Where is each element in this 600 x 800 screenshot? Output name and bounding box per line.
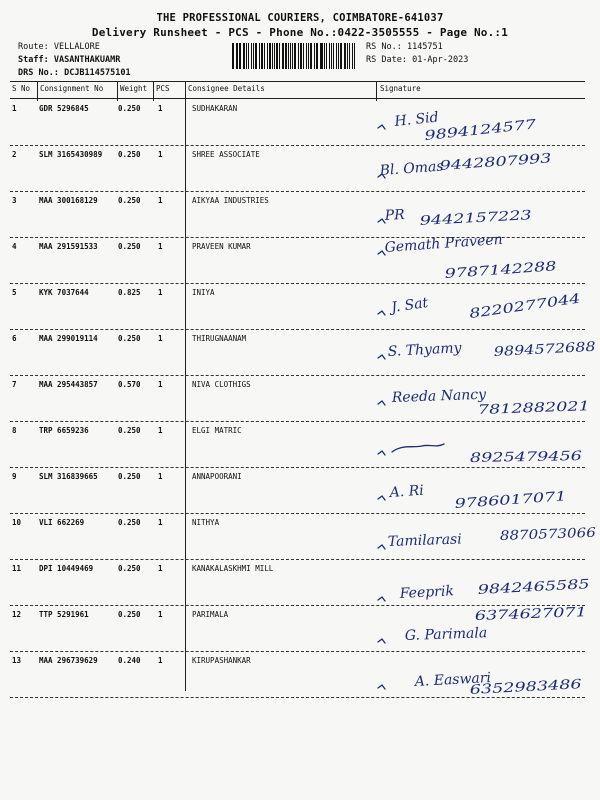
barcode bbox=[232, 43, 356, 69]
table-row bbox=[10, 104, 585, 150]
barcode-bar bbox=[329, 43, 330, 69]
cell-weight: 0.250 bbox=[118, 564, 141, 573]
cell-weight: 0.240 bbox=[118, 656, 141, 665]
barcode-bar bbox=[292, 43, 293, 69]
row-divider bbox=[10, 421, 585, 422]
barcode-bar bbox=[285, 43, 287, 69]
col-weight: Weight bbox=[120, 84, 148, 93]
barcode-bar bbox=[237, 43, 238, 69]
drs-label: DRS No.: bbox=[18, 68, 59, 78]
signature-phone: 8870573066 bbox=[499, 526, 583, 544]
barcode-bar bbox=[264, 43, 265, 69]
cell-pcs: 1 bbox=[158, 656, 163, 665]
cell-consignment: MAA 295443857 bbox=[39, 380, 98, 389]
signature-phone: 9894572688 bbox=[493, 340, 577, 360]
barcode-bar bbox=[282, 43, 284, 69]
signature-phone: 6374627071 bbox=[474, 606, 558, 624]
signature-phone: 9442157223 bbox=[419, 209, 503, 229]
signature-phone: 9787142288 bbox=[444, 261, 528, 282]
barcode-bar bbox=[239, 43, 241, 69]
barcode-bar bbox=[294, 43, 296, 69]
row-divider bbox=[10, 283, 585, 284]
signature-name: G. Parimala bbox=[404, 625, 488, 644]
cell-sno: 12 bbox=[12, 610, 22, 619]
signature-phone: 9842465585 bbox=[477, 578, 561, 598]
route-line bbox=[18, 41, 100, 54]
table-header-rule bbox=[10, 98, 585, 99]
cell-consignment: SLM 3165430989 bbox=[39, 150, 103, 159]
cell-sno: 10 bbox=[12, 518, 22, 527]
barcode-bar bbox=[308, 43, 310, 69]
table-row bbox=[10, 380, 585, 426]
cell-consignment: DPI 10449469 bbox=[39, 564, 94, 573]
barcode-bar bbox=[232, 43, 234, 69]
row-divider bbox=[10, 375, 585, 376]
cell-consignment: TTP 5291961 bbox=[39, 610, 89, 619]
row-divider bbox=[10, 651, 585, 652]
signature-name: Feeprik bbox=[399, 583, 455, 602]
cell-pcs: 1 bbox=[158, 288, 163, 297]
rs-no-label: RS No.: bbox=[366, 42, 402, 52]
staff-line bbox=[18, 54, 120, 67]
barcode-bar bbox=[290, 43, 291, 69]
signature-name: Reeda Nancy bbox=[391, 386, 487, 406]
divider bbox=[153, 81, 154, 101]
barcode-bar bbox=[306, 43, 307, 69]
cell-consignment: VLI 662269 bbox=[39, 518, 85, 527]
barcode-bar bbox=[324, 43, 325, 69]
barcode-bar bbox=[267, 43, 268, 69]
cell-weight: 0.250 bbox=[118, 150, 141, 159]
barcode-bar bbox=[272, 43, 273, 69]
cell-sno: 1 bbox=[12, 104, 17, 113]
signature-name: Bl. Omas bbox=[379, 158, 445, 179]
row-divider bbox=[10, 697, 585, 698]
barcode-bar bbox=[316, 43, 317, 69]
cell-weight: 0.250 bbox=[118, 518, 141, 527]
cell-sno: 4 bbox=[12, 242, 17, 251]
barcode-bar bbox=[303, 43, 304, 69]
cell-consignee: SHREE ASSOCIATE bbox=[192, 150, 260, 159]
signature-phone: 7812882021 bbox=[477, 400, 561, 418]
signature-phone: 9894124577 bbox=[423, 120, 508, 144]
cell-weight: 0.250 bbox=[118, 104, 141, 113]
table-row bbox=[10, 196, 585, 242]
cell-pcs: 1 bbox=[158, 150, 163, 159]
barcode-bar bbox=[354, 43, 355, 69]
cell-pcs: 1 bbox=[158, 518, 163, 527]
cell-pcs: 1 bbox=[158, 334, 163, 343]
cell-consignment: MAA 299019114 bbox=[39, 334, 98, 343]
barcode-bar bbox=[331, 43, 332, 69]
cell-consignment: TRP 6659236 bbox=[39, 426, 89, 435]
barcode-bar bbox=[333, 43, 335, 69]
table-row bbox=[10, 564, 585, 610]
barcode-bar bbox=[253, 43, 255, 69]
barcode-bar bbox=[310, 43, 312, 69]
barcode-bar bbox=[344, 43, 346, 69]
barcode-bar bbox=[276, 43, 278, 69]
drs-line bbox=[18, 67, 131, 80]
table-row bbox=[10, 288, 585, 334]
cell-consignee: KIRUPASHANKAR bbox=[192, 656, 251, 665]
drs-value: DCJB114575101 bbox=[64, 68, 131, 78]
barcode-bar bbox=[340, 43, 342, 69]
barcode-bar bbox=[251, 43, 252, 69]
table-row bbox=[10, 656, 585, 702]
barcode-bar bbox=[336, 43, 337, 69]
signature-phone: 8925479456 bbox=[469, 449, 553, 466]
table-row bbox=[10, 518, 585, 564]
signature-phone: 6352983486 bbox=[469, 678, 553, 698]
cell-pcs: 1 bbox=[158, 426, 163, 435]
signature-phone: 9786017071 bbox=[454, 491, 538, 512]
row-divider bbox=[10, 467, 585, 468]
table-header bbox=[10, 84, 585, 96]
cell-consignee: ELGI MATRIC bbox=[192, 426, 242, 435]
cell-sno: 8 bbox=[12, 426, 17, 435]
cell-weight: 0.250 bbox=[118, 610, 141, 619]
cell-sno: 2 bbox=[12, 150, 17, 159]
rs-no-value: 1145751 bbox=[406, 42, 443, 52]
col-sno: S No bbox=[12, 84, 31, 93]
row-divider bbox=[10, 605, 585, 606]
barcode-bar bbox=[314, 43, 315, 69]
cell-sno: 9 bbox=[12, 472, 17, 481]
table-row bbox=[10, 610, 585, 656]
barcode-bar bbox=[320, 43, 322, 69]
barcode-bar bbox=[255, 43, 257, 69]
signature-name: A. Ri bbox=[389, 482, 425, 501]
row-divider bbox=[10, 559, 585, 560]
signature-name: J. Sat bbox=[390, 294, 430, 316]
table-row bbox=[10, 242, 585, 288]
col-pcs: PCS bbox=[156, 84, 170, 93]
divider bbox=[376, 81, 377, 101]
row-divider bbox=[10, 191, 585, 192]
cell-sno: 3 bbox=[12, 196, 17, 205]
cell-consignee: KANAKALASKHMI MILL bbox=[192, 564, 274, 573]
cell-weight: 0.250 bbox=[118, 426, 141, 435]
barcode-bar bbox=[347, 43, 348, 69]
cell-sno: 6 bbox=[12, 334, 17, 343]
staff-value: VASANTHAKUAMR bbox=[53, 55, 121, 65]
cell-consignee: THIRUGNAANAM bbox=[192, 334, 247, 343]
cell-consignee: NITHYA bbox=[192, 518, 220, 527]
row-divider bbox=[10, 237, 585, 238]
barcode-bar bbox=[243, 43, 245, 69]
divider bbox=[117, 81, 118, 101]
table-row bbox=[10, 150, 585, 196]
runsheet-subtitle: Delivery Runsheet - PCS - Phone No.:0422-3505555 - Page No.:1 bbox=[91, 26, 509, 39]
rs-date-value: 01-Apr-2023 bbox=[412, 55, 469, 65]
rs-date-line bbox=[366, 54, 468, 67]
cell-pcs: 1 bbox=[158, 380, 163, 389]
barcode-bar bbox=[300, 43, 302, 69]
table-top-rule bbox=[10, 81, 585, 82]
cell-pcs: 1 bbox=[158, 472, 163, 481]
barcode-bar bbox=[349, 43, 350, 69]
staff-label: Staff: bbox=[18, 55, 49, 65]
cell-consignee: SUDHAKARAN bbox=[192, 104, 238, 113]
signature-name: H. Sid bbox=[393, 109, 440, 130]
cell-consignee: NIVA CLOTHIGS bbox=[192, 380, 251, 389]
cell-consignment: MAA 291591533 bbox=[39, 242, 98, 251]
cell-sno: 13 bbox=[12, 656, 22, 665]
rs-date-label: RS Date: bbox=[366, 55, 407, 65]
cell-weight: 0.250 bbox=[118, 334, 141, 343]
signature-name: A. Easwari bbox=[414, 670, 492, 690]
cell-consignment: KYK 7037644 bbox=[39, 288, 89, 297]
barcode-bar bbox=[338, 43, 339, 69]
row-divider bbox=[10, 329, 585, 330]
row-divider bbox=[10, 513, 585, 514]
cell-consignee: INIYA bbox=[192, 288, 215, 297]
table-row bbox=[10, 426, 585, 472]
cell-weight: 0.250 bbox=[118, 242, 141, 251]
cell-pcs: 1 bbox=[158, 104, 163, 113]
cell-pcs: 1 bbox=[158, 564, 163, 573]
table-row bbox=[10, 472, 585, 518]
barcode-bar bbox=[274, 43, 275, 69]
cell-consignment: SLM 316839665 bbox=[39, 472, 98, 481]
barcode-bar bbox=[326, 43, 328, 69]
cell-weight: 0.570 bbox=[118, 380, 141, 389]
company-title: THE PROFESSIONAL COURIERS, COIMBATORE-641037 bbox=[156, 12, 444, 24]
rs-no-line bbox=[366, 41, 443, 54]
table-row bbox=[10, 334, 585, 380]
cell-weight: 0.825 bbox=[118, 288, 141, 297]
cell-weight: 0.250 bbox=[118, 196, 141, 205]
signature-name: Gemath Praveen bbox=[384, 231, 504, 256]
divider bbox=[37, 81, 38, 101]
signature-phone: 8220277044 bbox=[468, 295, 553, 322]
cell-consignee: PRAVEEN KUMAR bbox=[192, 242, 251, 251]
barcode-bar bbox=[288, 43, 289, 69]
cell-sno: 5 bbox=[12, 288, 17, 297]
row-divider bbox=[10, 145, 585, 146]
cell-pcs: 1 bbox=[158, 196, 163, 205]
cell-weight: 0.250 bbox=[118, 472, 141, 481]
cell-consignment: MAA 300168129 bbox=[39, 196, 98, 205]
barcode-bar bbox=[261, 43, 263, 69]
signature-name: S. Thyamy bbox=[387, 340, 462, 360]
signature-name: Tamilarasi bbox=[387, 531, 462, 550]
cell-consignee: PARIMALA bbox=[192, 610, 229, 619]
barcode-bar bbox=[269, 43, 271, 69]
cell-pcs: 1 bbox=[158, 610, 163, 619]
barcode-bar bbox=[259, 43, 260, 69]
cell-consignee: AIKYAA INDUSTRIES bbox=[192, 196, 269, 205]
col-consignee: Consignee Details bbox=[188, 84, 265, 93]
route-label: Route: bbox=[18, 42, 49, 52]
signature-phone: 9442807993 bbox=[439, 153, 523, 174]
cell-sno: 11 bbox=[12, 564, 22, 573]
route-value: VELLALORE bbox=[53, 42, 100, 52]
col-consignment: Consignment No bbox=[40, 84, 104, 93]
cell-consignment: GDR 5296845 bbox=[39, 104, 89, 113]
barcode-bar bbox=[236, 43, 237, 69]
barcode-bar bbox=[298, 43, 299, 69]
signature-name: PR bbox=[384, 206, 406, 224]
cell-sno: 7 bbox=[12, 380, 17, 389]
barcode-bar bbox=[279, 43, 280, 69]
barcode-bar bbox=[246, 43, 247, 69]
barcode-bar bbox=[352, 43, 354, 69]
barcode-bar bbox=[317, 43, 318, 69]
cell-consignment: MAA 296739629 bbox=[39, 656, 98, 665]
barcode-bar bbox=[248, 43, 249, 69]
cell-consignee: ANNAPOORANI bbox=[192, 472, 242, 481]
cell-pcs: 1 bbox=[158, 242, 163, 251]
col-signature: Signature bbox=[380, 84, 421, 93]
